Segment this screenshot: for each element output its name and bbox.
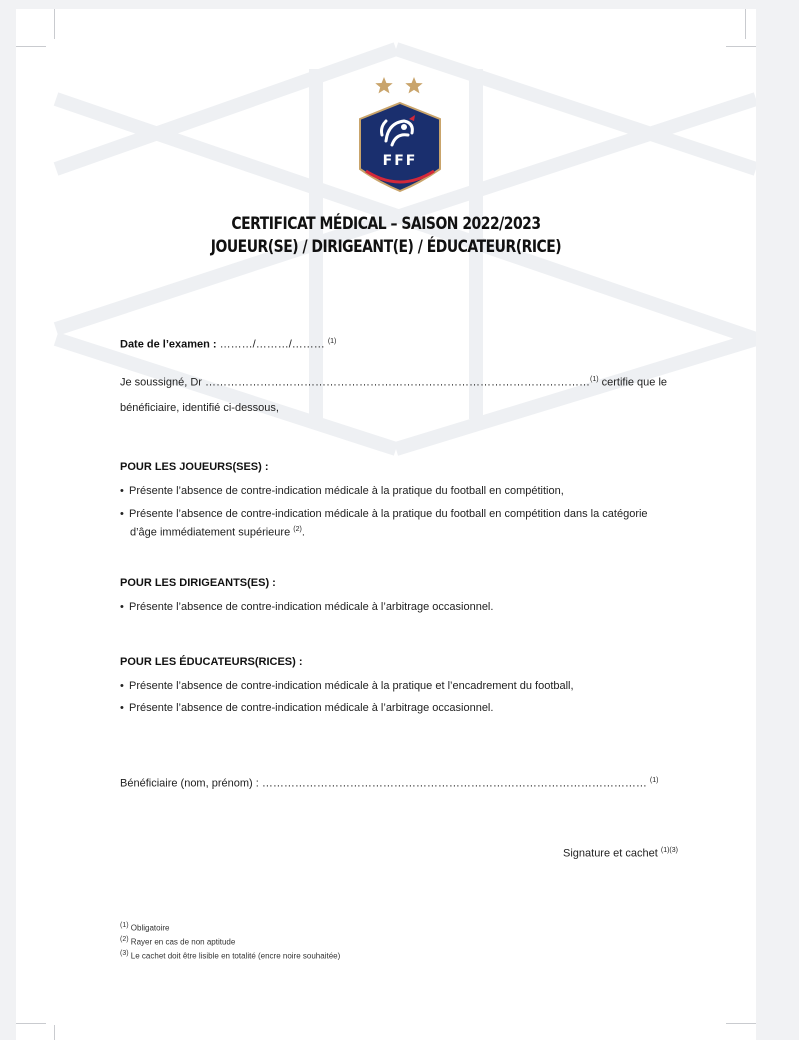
list-item-text: Présente l’absence de contre-indication médicale à la pratique et l’encadrement du football, [129,680,574,692]
list-item: • Présente l’absence de contre-indication médicale à l’arbitrage occasionnel. [120,601,494,613]
list-item-text: d’âge immédiatement supérieure [130,526,291,539]
exam-date-line [120,338,336,351]
beneficiary-intro: bénéficiaire, identifié ci-dessous, [120,402,279,414]
certificate-page [16,9,756,1040]
punctuation: . [301,526,305,539]
crop-mark [726,46,756,47]
list-item-text: Présente l’absence de contre-indication médicale à l’arbitrage occasionnel. [129,702,494,714]
footnote-mark: (3) [120,950,129,957]
signature-text: Signature et cachet [563,847,658,860]
signature-label [563,847,678,860]
fff-logo [352,73,448,193]
footnote [120,936,235,947]
crop-mark [54,1025,55,1040]
section-heading-dirigeants: POUR LES DIRIGEANTS(ES) : [120,577,276,589]
footnote-text: Le cachet doit être lisible en totalité (encre noire souhaitée) [130,951,341,961]
footnote [120,950,340,961]
doctor-line [120,376,667,389]
list-item: • Présente l’absence de contre-indication médicale à la pratique et l’encadrement du football, [120,680,574,692]
footnote-text: Rayer en cas de non aptitude [130,937,236,947]
footnote-mark: (1) [120,922,129,929]
logo-text: FFF [382,153,418,169]
list-item: • Présente l’absence de contre-indication médicale à la pratique du football en compétition, [120,485,564,497]
beneficiary-name-field: Bénéficiaire (nom, prénom) : …………………………………………………………………………………………… [120,777,647,790]
section-heading-joueurs: POUR LES JOUEURS(SES) : [120,461,269,473]
footnote-ref: (2) [293,526,302,533]
footnote-ref: (1) [649,777,659,784]
list-item-text: Présente l’absence de contre-indication médicale à la pratique du football en compétition, [129,485,564,497]
crop-mark [16,46,46,47]
exam-date-label: Date de l’examen : [120,338,217,351]
shield-icon [360,103,440,191]
crop-mark [726,1023,756,1024]
crop-mark [745,9,746,39]
footnote-ref: (1) [327,338,337,345]
beneficiary-line [120,777,658,790]
section-heading-educateurs: POUR LES ÉDUCATEURS(RICES) : [120,656,303,668]
footnote-ref: (1)(3) [660,847,678,854]
footnote-mark: (2) [120,936,129,943]
certificate-subtitle: JOUEUR(SE) / DIRIGEANT(E) / ÉDUCATEUR(RICE) [210,237,562,257]
crop-mark [54,9,55,39]
footnote-ref: (1) [589,376,599,383]
list-item: • Présente l’absence de contre-indication médicale à l’arbitrage occasionnel. [120,702,494,714]
certificate-title: CERTIFICAT MÉDICAL – SAISON 2022/2023 [231,214,541,234]
footnote-text: Obligatoire [130,923,170,933]
doctor-name-field: Je soussigné, Dr …………………………………………………………………………………………… [120,376,590,389]
exam-date-field: ………/………/……… [216,338,328,351]
list-item-text: Présente l’absence de contre-indication médicale à la pratique du football en compétition dans la catégorie [129,508,648,520]
star-icon [375,77,422,93]
doctor-line-suffix: certifie que le [598,376,668,389]
crop-mark [16,1023,46,1024]
list-item-text: Présente l’absence de contre-indication médicale à l’arbitrage occasionnel. [129,601,494,613]
footnote [120,922,169,933]
list-item: • Présente l’absence de contre-indication médicale à la pratique du football en compétition dans la catégorie d’âge immédiatement supérieure $^{(2)}$. [120,508,648,539]
